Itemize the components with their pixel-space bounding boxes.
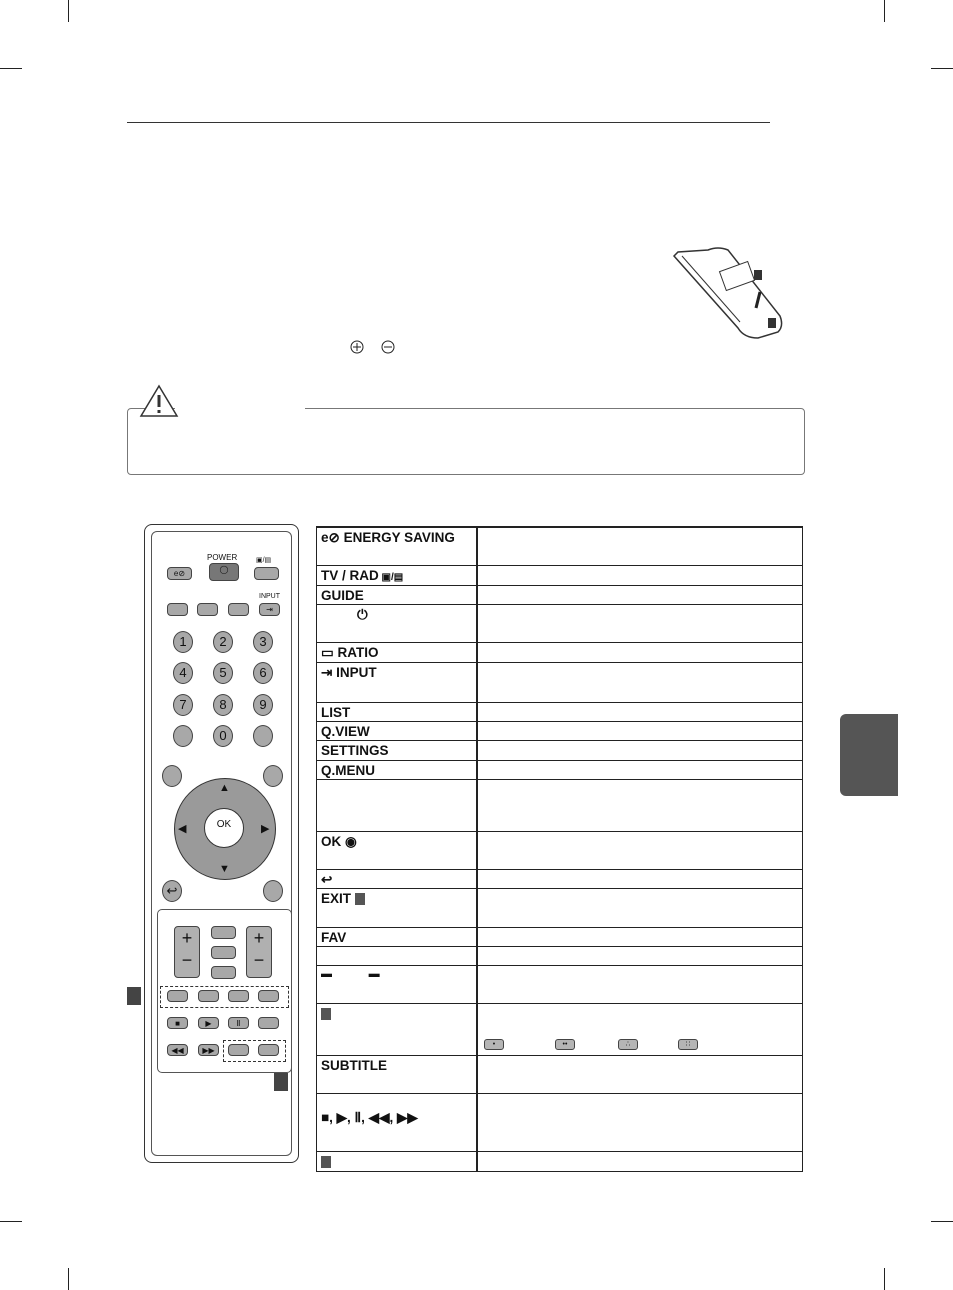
row-key: GUIDE	[321, 588, 364, 603]
number-4-button[interactable]: 4	[173, 662, 193, 684]
plus-circle-icon	[350, 340, 364, 354]
row-key: Q.VIEW	[321, 724, 370, 739]
crop-mark	[68, 1268, 69, 1290]
page-arrows-icon: ▬ ▬	[321, 968, 380, 980]
row-key: e⊘ ENERGY SAVING	[321, 530, 455, 545]
power-button[interactable]: ◯	[209, 563, 239, 581]
fast-forward-button[interactable]: ▶▶	[198, 1044, 219, 1056]
text-button[interactable]	[228, 1044, 249, 1056]
qview-button[interactable]	[253, 725, 273, 747]
row-key: TV / RAD ▣/▤	[321, 568, 404, 583]
number-5-button[interactable]: 5	[213, 662, 233, 684]
row-key: Q.MENU	[321, 763, 375, 778]
yellow-button[interactable]	[228, 990, 249, 1002]
rewind-button[interactable]: ◀◀	[167, 1044, 188, 1056]
row-key: OK ◉	[321, 834, 357, 849]
exit-button[interactable]	[263, 880, 283, 902]
back-icon: ↩	[321, 872, 333, 887]
play-button[interactable]: ▶	[198, 1017, 219, 1029]
guide-button[interactable]	[167, 603, 188, 616]
marker-b-icon	[321, 1154, 331, 1169]
crop-mark	[68, 0, 69, 22]
tv-rad-label: ▣/▤	[256, 557, 272, 564]
button-description-table	[316, 526, 803, 1172]
crop-mark	[931, 68, 953, 69]
row-key: ⇥ INPUT	[321, 665, 377, 680]
number-2-button[interactable]: 2	[213, 631, 233, 653]
yellow-button-icon: ∴	[618, 1039, 638, 1050]
arrow-down-icon: ▼	[219, 863, 230, 875]
table-row	[317, 565, 802, 585]
back-button[interactable]: ↩	[162, 880, 182, 902]
minus-circle-icon	[381, 340, 395, 354]
row-key: FAV	[321, 930, 347, 945]
table-row	[317, 946, 802, 965]
crop-mark	[0, 68, 22, 69]
table-row	[317, 662, 802, 702]
row-key: SETTINGS	[321, 743, 389, 758]
number-1-button[interactable]: 1	[173, 631, 193, 653]
power-label: POWER	[207, 553, 238, 562]
table-row	[317, 1093, 802, 1151]
exit-icon	[355, 893, 365, 905]
t-opt-button[interactable]	[258, 1044, 279, 1056]
number-7-button[interactable]: 7	[173, 694, 193, 716]
number-8-button[interactable]: 8	[213, 694, 233, 716]
energy-saving-icon: e⊘	[321, 530, 344, 545]
marker-b	[274, 1073, 288, 1091]
fav-button[interactable]	[211, 926, 236, 939]
table-row	[317, 869, 802, 888]
crop-mark	[0, 1221, 22, 1222]
red-button[interactable]	[167, 990, 188, 1002]
tv-rad-button[interactable]	[254, 567, 279, 580]
table-row	[317, 604, 802, 642]
mute-button[interactable]	[211, 966, 236, 979]
chapter-tab	[840, 714, 898, 796]
table-row	[317, 888, 802, 927]
playback-icons: ■, ▶, Ⅱ, ◀◀, ▶▶	[321, 1110, 418, 1125]
input-label: INPUT	[259, 593, 280, 600]
table-row	[317, 1151, 802, 1171]
number-3-button[interactable]: 3	[253, 631, 273, 653]
green-button-icon: ••	[555, 1039, 575, 1050]
arrow-left-icon: ◀	[178, 823, 187, 835]
input-icon: ⇥	[321, 665, 337, 680]
red-button-icon: •	[484, 1039, 504, 1050]
ok-button[interactable]	[204, 808, 244, 848]
table-row	[317, 721, 802, 740]
caution-box	[127, 408, 805, 475]
blue-button-icon: ∷	[678, 1039, 698, 1050]
table-row	[317, 740, 802, 760]
sleep-icon: ⏻	[357, 607, 368, 622]
ratio-button[interactable]	[228, 603, 249, 616]
table-row	[317, 527, 802, 565]
tv-rad-icon: ▣/▤	[378, 572, 404, 583]
table-row	[317, 1055, 802, 1093]
table-row	[317, 1003, 802, 1055]
energy-saving-button[interactable]: e⊘	[167, 567, 192, 580]
table-row	[317, 965, 802, 1003]
blue-button[interactable]	[258, 990, 279, 1002]
marker-a	[127, 987, 141, 1005]
crop-mark	[884, 1268, 885, 1290]
caution-gap	[175, 404, 305, 414]
warning-icon	[139, 384, 179, 418]
ratio-icon: ▭	[321, 645, 338, 660]
marker-a-icon	[321, 1006, 331, 1021]
qmenu-button[interactable]	[263, 765, 283, 787]
number-9-button[interactable]: 9	[253, 694, 273, 716]
ok-label: OK	[216, 819, 232, 830]
table-row	[317, 760, 802, 779]
table-row	[317, 927, 802, 946]
row-key: LIST	[321, 705, 351, 720]
header-rule	[127, 122, 770, 123]
channel-rocker[interactable]: + −	[246, 926, 272, 978]
input-button[interactable]: ⇥	[259, 603, 280, 616]
table-row	[317, 585, 802, 604]
list-button[interactable]	[173, 725, 193, 747]
arrow-up-icon: ▲	[219, 782, 230, 794]
table-row	[317, 702, 802, 721]
table-row	[317, 831, 802, 869]
crop-mark	[884, 0, 885, 22]
number-6-button[interactable]: 6	[253, 662, 273, 684]
pause-button[interactable]: Ⅱ	[228, 1017, 249, 1029]
row-key: ▭ RATIO	[321, 645, 379, 660]
volume-rocker[interactable]: + −	[174, 926, 200, 978]
crop-mark	[931, 1221, 953, 1222]
sleep-button[interactable]	[197, 603, 218, 616]
row-key: SUBTITLE	[321, 1058, 387, 1073]
ok-circle-icon: ◉	[341, 834, 357, 849]
number-0-button[interactable]: 0	[213, 725, 233, 747]
green-button[interactable]	[198, 990, 219, 1002]
subtitle-button[interactable]	[258, 1017, 279, 1029]
table-row	[317, 779, 802, 831]
settings-button[interactable]	[162, 765, 182, 787]
stop-button[interactable]: ■	[167, 1017, 188, 1029]
mute-button-top[interactable]	[211, 946, 236, 959]
remote-battery-illustration	[668, 246, 788, 346]
table-row	[317, 642, 802, 662]
arrow-right-icon: ▶	[261, 823, 270, 835]
row-key: EXIT	[321, 891, 365, 906]
